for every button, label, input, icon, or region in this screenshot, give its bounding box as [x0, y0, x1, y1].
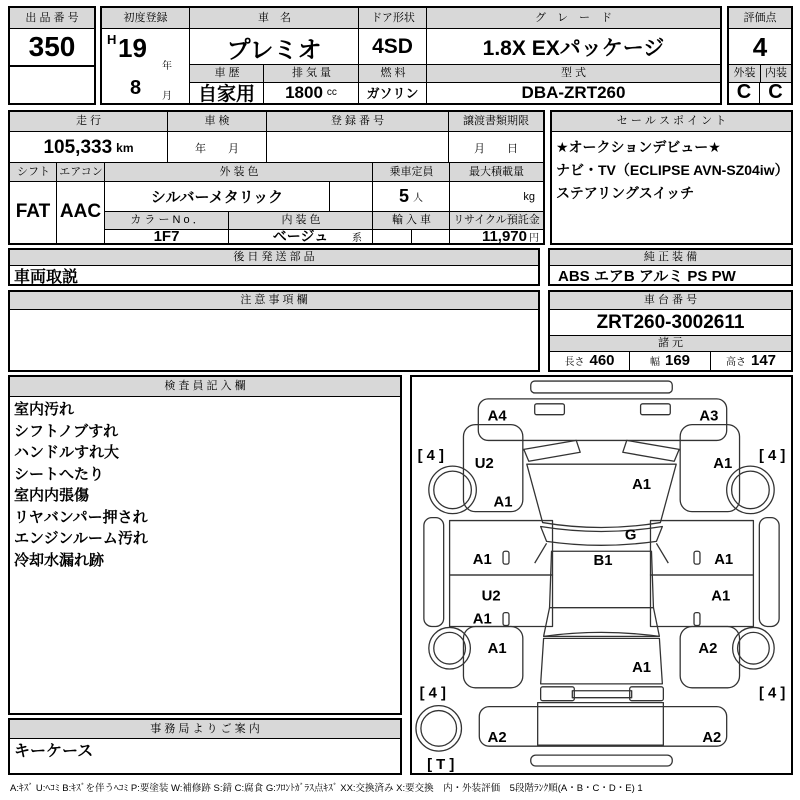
first-registration-value	[102, 29, 190, 103]
cautions-label: 注 意 事 項 欄	[9, 291, 539, 310]
note-line: ステアリングスイッチ	[556, 185, 695, 201]
color-no-label: カ ラ ー N o ．	[104, 211, 230, 230]
dimension-width-value: 169	[664, 352, 691, 369]
shift-label: シフト	[9, 162, 58, 182]
transfer-deadline-label: 譲渡書類期限	[448, 111, 544, 132]
exterior-color-extra	[330, 181, 373, 212]
mileage-number: 105,333	[43, 136, 113, 158]
lot-number-label: 出 品 番 号	[9, 7, 95, 29]
dimension-height-label: 高さ	[725, 357, 746, 368]
first-registration-month-unit: 月	[162, 91, 172, 102]
first-registration-year: 19	[118, 33, 147, 63]
dimension-length-label: 長さ	[564, 357, 585, 368]
mileage-value	[10, 132, 168, 163]
door-shape-label: ドア形状	[358, 7, 428, 29]
first-registration-era: H	[107, 32, 117, 47]
chassis-box	[548, 290, 793, 372]
office-notice-box	[8, 718, 402, 775]
diagram-label-hood: A1	[632, 476, 652, 493]
dimensions-label: 諸 元	[549, 335, 792, 352]
inspection-value: 年 月	[168, 132, 267, 163]
diagram-label-right-rear-door: A1	[711, 588, 731, 605]
capacity-unit: 人	[413, 193, 423, 204]
registration-number-value	[267, 132, 449, 163]
interior-color-name: ベージュ	[272, 229, 329, 243]
vehicle-outline	[416, 381, 779, 766]
capacity-label: 乗車定員	[372, 162, 451, 182]
chassis-number-value: ZRT260-3002611	[596, 312, 745, 333]
door-shape-value: 4SD	[359, 29, 427, 65]
grade-label: グ レ ー ド	[426, 7, 721, 29]
recycle-deposit-unit: 円	[529, 232, 539, 243]
diagram-damage-labels	[418, 409, 786, 773]
max-load-unit: kg	[523, 190, 535, 203]
sales-point-lines	[556, 136, 788, 205]
recycle-deposit-label: リサイクル預託金	[449, 211, 544, 230]
diagram-label-front-right-tire: [ 4 ]	[759, 448, 786, 465]
diagram-label-rear-bumper-left: A2	[487, 730, 507, 747]
note-line: リヤバンパー押され	[14, 508, 148, 526]
model-code-value: DBA-ZRT260	[521, 82, 626, 102]
later-shipping-value: 車両取説	[14, 268, 79, 284]
diagram-label-spare-tire: [ T ]	[427, 756, 455, 773]
diagram-label-trunk: A1	[632, 659, 652, 676]
note-line: シートへたり	[14, 465, 105, 483]
lot-number-extra	[10, 65, 94, 103]
score-box	[727, 6, 793, 105]
dimension-height	[711, 351, 791, 370]
car-name-value: プレミオ	[190, 29, 359, 65]
diagram-label-right-front-fender: A1	[713, 456, 733, 473]
diagram-label-right-rear-fender: A2	[698, 641, 718, 658]
displacement-unit: cc	[326, 87, 337, 98]
interior-color-label: 内 装 色	[228, 211, 374, 230]
exterior-grade-label: 外装	[728, 64, 761, 83]
diagram-label-left-rear-door-2: A1	[472, 611, 492, 628]
diagram-label-left-front-door: A1	[472, 552, 492, 569]
model-code-label: 型 式	[426, 64, 721, 83]
diagram-label-rear-right-tire: [ 4 ]	[759, 685, 786, 702]
note-line: 室内汚れ	[14, 401, 75, 418]
first-registration-month: 8	[130, 77, 142, 99]
damage-code-legend: A:ｷｽﾞ U:ﾍｺﾐ B:ｷｽﾞを伴うﾍｺﾐ P:要塗装 W:補修跡 S:錆 C:腐食 G:ﾌﾛﾝﾄｶﾞﾗｽ点ｷｽﾞ XX:交換済み X:要交換 内・外装評価 5段階ﾗﾝｸ順(A・B・C・D・E) 1	[10, 783, 643, 794]
fuel-label: 燃 料	[358, 64, 428, 83]
note-line: ★オークションデビュー★	[556, 139, 721, 155]
diagram-label-right-front-door: A1	[714, 552, 734, 569]
capacity-value	[373, 181, 450, 212]
genuine-equipment-value: ABS エアB アルミ PS PW	[558, 267, 736, 284]
dimension-width	[630, 351, 711, 370]
diagram-label-rear-left-tire: [ 4 ]	[419, 685, 446, 702]
registration-number-label: 登 録 番 号	[266, 111, 449, 132]
interior-color-suffix: 系	[352, 232, 362, 243]
dimension-width-label: 幅	[649, 357, 660, 368]
diagram-label-front-left-tire: [ 4 ]	[417, 448, 444, 465]
imported-value	[373, 229, 450, 243]
mileage-unit: km	[116, 140, 134, 155]
vehicle-diagram-svg	[412, 377, 791, 773]
later-shipping-label: 後 日 発 送 部 品	[9, 249, 539, 266]
note-line: ハンドルすれ大	[14, 444, 120, 461]
diagram-label-windshield: G	[624, 527, 637, 544]
recycle-deposit-value	[450, 229, 543, 243]
imported-divider	[411, 229, 412, 243]
vehicle-summary-box	[100, 6, 722, 105]
dimension-length	[550, 351, 630, 370]
diagram-label-left-front-fender-2: A1	[493, 494, 513, 511]
inspector-notes-label: 検 査 員 記 入 欄	[9, 376, 401, 397]
later-shipping-box	[8, 248, 540, 286]
inspection-label: 車 検	[167, 111, 267, 132]
genuine-equipment-box	[548, 248, 793, 286]
color-no-value: 1F7	[105, 229, 229, 243]
interior-grade-label: 内装	[760, 64, 792, 83]
max-load-value	[450, 181, 543, 212]
cautions-box	[8, 290, 540, 372]
fuel-value: ガソリン	[359, 82, 427, 103]
capacity-number: 5	[398, 186, 409, 206]
displacement-number: 1800	[285, 82, 323, 102]
note-line: 室内内張傷	[14, 487, 90, 504]
first-registration-year-unit: 年	[162, 61, 172, 72]
dimension-height-value: 147	[750, 352, 777, 369]
diagram-label-front-bumper-left: A4	[487, 408, 507, 425]
imported-label: 輸 入 車	[372, 211, 451, 230]
displacement-value	[264, 82, 359, 103]
cautions-value	[10, 310, 538, 370]
sales-point-label: セ ー ル ス ポ イ ン ト	[551, 111, 792, 132]
first-registration-label: 初度登録	[101, 7, 190, 29]
office-notice-label: 事 務 局 よ り ご 案 内	[9, 719, 401, 739]
chassis-number-label: 車 台 番 号	[549, 291, 792, 310]
interior-grade-value: C	[768, 82, 783, 103]
recycle-deposit-number: 11,970	[481, 229, 527, 243]
lot-number-value: 350	[28, 31, 76, 62]
interior-color-value	[229, 229, 373, 243]
shift-value: FAT	[10, 181, 57, 243]
dimension-length-value: 460	[589, 352, 615, 369]
car-name-label: 車 名	[189, 7, 360, 29]
sales-point-box	[550, 110, 793, 245]
note-line: ナビ・TV（ECLIPSE AVN-SZ04iw）	[556, 162, 789, 178]
note-line: シフトノブすれ	[14, 422, 119, 440]
mileage-label: 走 行	[9, 111, 168, 132]
inspector-notes-box	[8, 375, 402, 715]
exterior-grade-value: C	[729, 82, 760, 103]
car-history-label: 車 歴	[189, 64, 265, 83]
diagram-label-left-front-fender: U2	[474, 456, 494, 473]
diagram-label-rear-bumper-right: A2	[702, 730, 722, 747]
diagram-label-left-rear-fender: A1	[487, 641, 507, 658]
genuine-equipment-label: 純 正 装 備	[549, 249, 792, 266]
note-line: 冷却水漏れ跡	[14, 551, 105, 569]
inspector-notes-lines	[14, 399, 396, 571]
details-box	[8, 110, 545, 245]
max-load-label: 最大積載量	[449, 162, 544, 182]
grade-value: 1.8X EXパッケージ	[482, 37, 665, 60]
aircon-label: エアコン	[56, 162, 106, 182]
car-history-value: 自家用	[190, 82, 264, 103]
aircon-value: AAC	[57, 181, 105, 243]
lot-number-box	[8, 6, 96, 105]
diagram-label-left-rear-door: U2	[481, 588, 501, 605]
displacement-label: 排 気 量	[263, 64, 360, 83]
diagram-label-roof: B1	[593, 553, 613, 570]
note-line: エンジンルーム汚れ	[14, 530, 148, 547]
exterior-color-label: 外 装 色	[104, 162, 374, 182]
score-label: 評価点	[728, 7, 792, 29]
vehicle-diagram	[410, 375, 793, 775]
score-value: 4	[752, 31, 768, 62]
office-notice-value: キーケース	[14, 742, 94, 759]
transfer-deadline-value: 月 日	[474, 142, 518, 155]
exterior-color-value: シルバーメタリック	[105, 181, 330, 212]
diagram-label-front-bumper-right: A3	[699, 408, 719, 425]
